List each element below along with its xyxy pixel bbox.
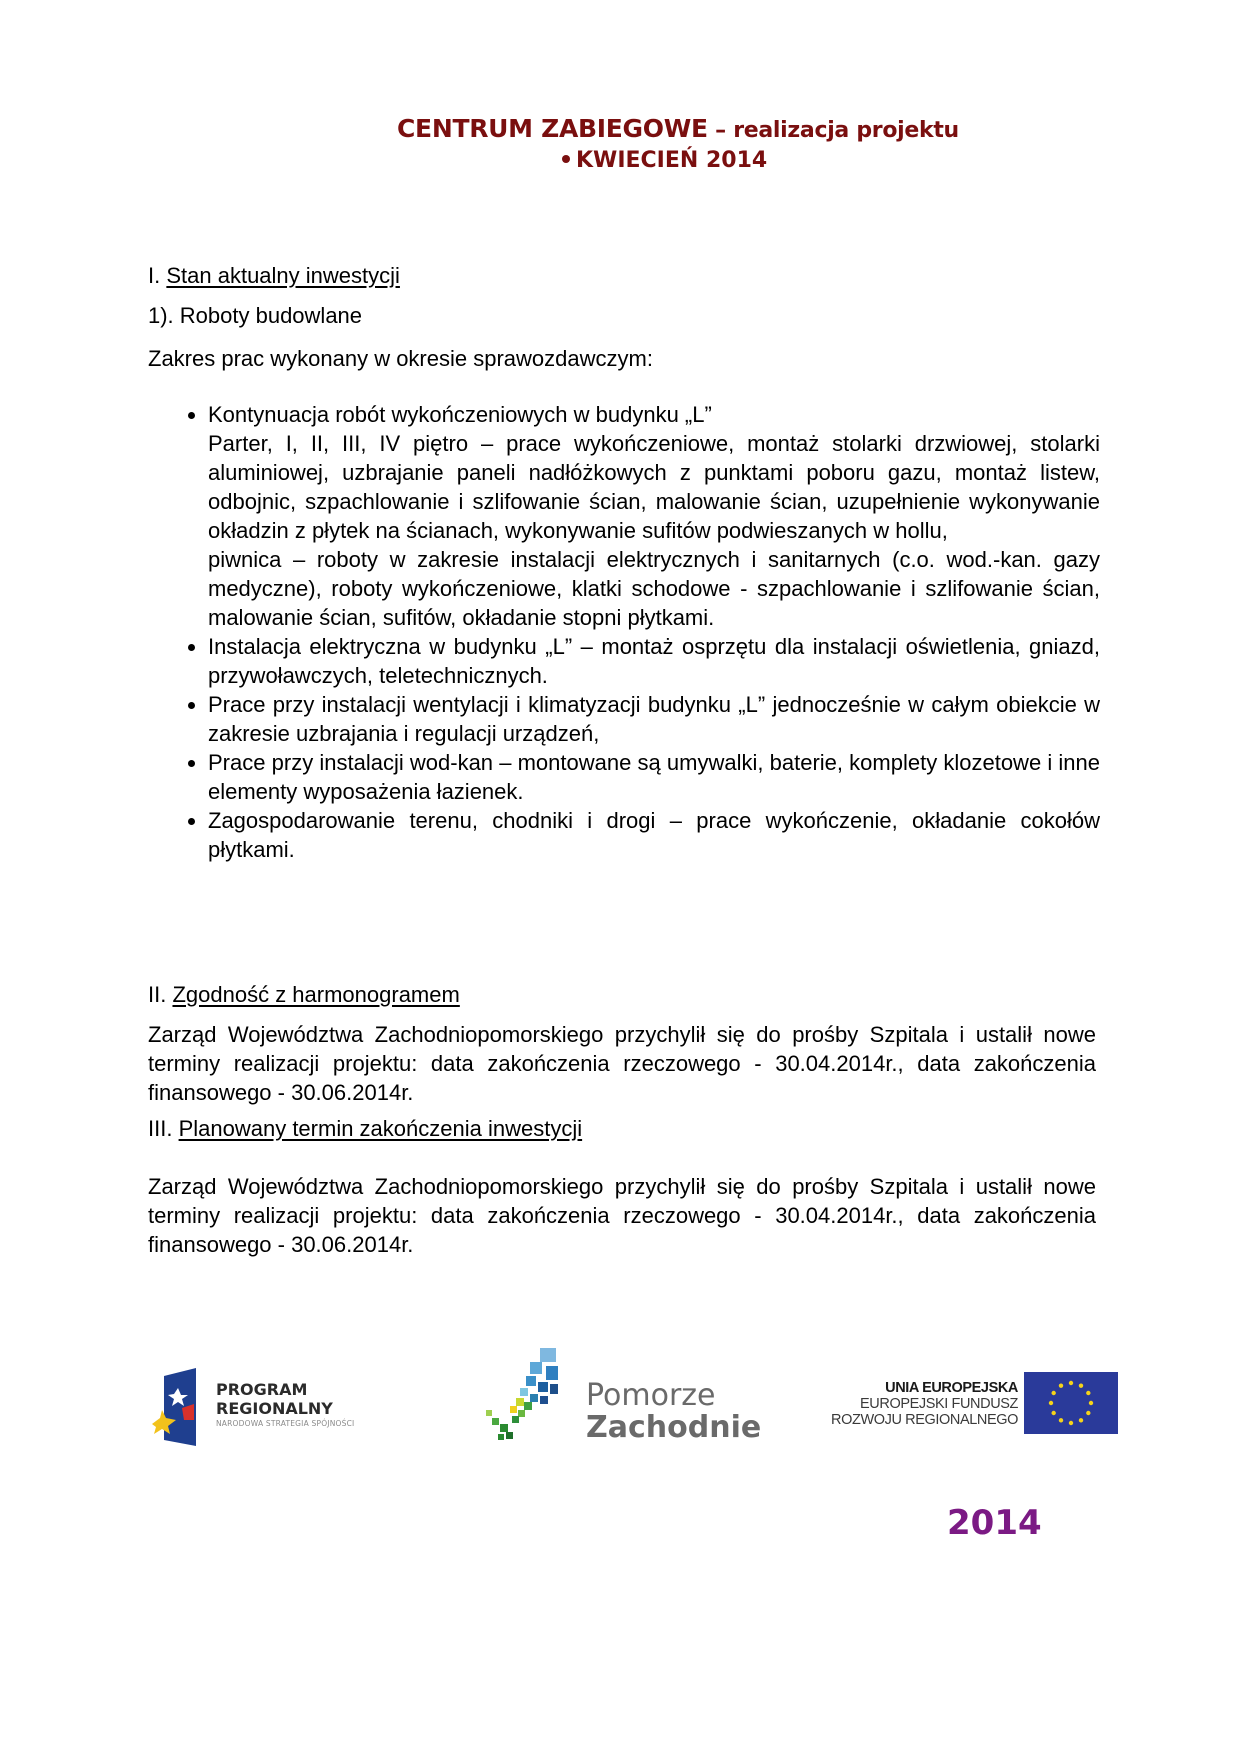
section1-intro: Zakres prac wykonany w okresie sprawozdawczym: (148, 346, 653, 371)
bullet-icon (188, 644, 195, 651)
program-regionalny-logo (150, 1372, 410, 1444)
list-item (180, 806, 1100, 864)
pomorze-emblem-icon (476, 1340, 576, 1450)
section3-body: Zarząd Województwa Zachodniopomorskiego przychylił się do prośby Szpitala i ustalił nowe terminy realizacji projektu: data zakończenia rzeczowego - 30.04.2014r., data zakończenia finansowego - 30.06.2014r. (148, 1174, 1096, 1257)
section2-title: Zgodność z harmonogramem (172, 982, 460, 1007)
logo-pomorze-line2: Zachodnie (586, 1410, 762, 1445)
bullet-icon (188, 412, 195, 419)
logo-eu-line3: ROZWOJU REGIONALNEGO (831, 1412, 1018, 1428)
work-list (180, 400, 1100, 864)
list-item (180, 400, 1100, 632)
section3-numeral: III. (148, 1116, 173, 1141)
list-item-text: Instalacja elektryczna w budynku „L” – montaż osprzętu dla instalacji oświetlenia, gniazd, przywoławczych, teletechnicznych. (208, 634, 1100, 688)
list-item-text: Zagospodarowanie terenu, chodniki i drogi – prace wykończenie, okładanie cokołów płytkami. (208, 808, 1100, 862)
list-item-text: Parter, I, II, III, IV piętro – prace wykończeniowe, montaż stolarki drzwiowej, stolarki aluminiowej, uzbrajanie paneli nadłóżkowych z punktami poboru gazu, montaż listew, odbojnic, szpachlowanie i szlifowanie ścian, malowanie ścian, uzupełnienie wykonywanie okładzin z płytek na ścianach, wykonywanie sufitów podwieszanych w hollu, (208, 431, 1100, 543)
list-item-text: piwnica – roboty w zakresie instalacji elektrycznych i sanitarnych (c.o. wod.-kan. gazy medyczne), roboty wykończeniowe, klatki schodowe - szpachlowanie i szlifowanie ścian, malowanie ścian, sufitów, okładanie stopni płytkami. (208, 547, 1100, 630)
eu-star-icon (1086, 1391, 1090, 1395)
eu-star-icon (1069, 1381, 1073, 1385)
eu-star-icon (1086, 1411, 1090, 1415)
eu-flag-icon (1024, 1372, 1118, 1434)
bullet-icon (188, 760, 195, 767)
eu-star-icon (1051, 1411, 1055, 1415)
eu-star-icon (1059, 1418, 1063, 1422)
logo-eu-line2: EUROPEJSKI FUNDUSZ (860, 1396, 1018, 1412)
list-item (180, 690, 1100, 748)
document-title (397, 114, 959, 143)
eu-star-icon (1089, 1401, 1093, 1405)
section1-numeral: I. (148, 263, 161, 288)
list-item-text: Prace przy instalacji wentylacji i klimatyzacji budynku „L” jednocześnie w całym obiekcie w zakresie uzbrajania i regulacji urządzeń, (208, 692, 1100, 746)
footer-year: 2014 (947, 1503, 1042, 1543)
logo-program-line3: NARODOWA STRATEGIA SPÓJNOŚCI (216, 1419, 355, 1428)
program-regionalny-emblem-icon (150, 1368, 200, 1446)
period-label: KWIECIEŃ 2014 (576, 148, 768, 173)
eu-star-icon (1059, 1383, 1063, 1387)
logo-program-line2: REGIONALNY (216, 1399, 333, 1418)
section2-body: Zarząd Województwa Zachodniopomorskiego przychylił się do prośby Szpitala i ustalił nowe terminy realizacji projektu: data zakończenia rzeczowego - 30.04.2014r., data zakończenia finansowego - 30.06.2014r. (148, 1022, 1096, 1105)
section3-title: Planowany termin zakończenia inwestycji (178, 1116, 583, 1141)
logo-pomorze-line1: Pomorze (586, 1378, 716, 1413)
eu-star-icon (1069, 1421, 1073, 1425)
list-item (180, 748, 1100, 806)
section2-heading (148, 980, 460, 1009)
list-item-text: Prace przy instalacji wod-kan – montowane są umywalki, baterie, komplety klozetowe i inne elementy wyposażenia łazienek. (208, 750, 1100, 804)
section3-heading (148, 1114, 582, 1143)
logo-eu-line1: UNIA EUROPEJSKA (885, 1380, 1018, 1396)
bullet-icon (188, 702, 195, 709)
pomorze-zachodnie-logo (476, 1340, 762, 1450)
eu-star-icon (1079, 1383, 1083, 1387)
title-main: CENTRUM ZABIEGOWE (397, 114, 708, 143)
title-separator: – (707, 118, 734, 143)
section1-title: Stan aktualny inwestycji (166, 263, 400, 288)
bullet-icon (188, 818, 195, 825)
list-item-text: Kontynuacja robót wykończeniowych w budynku „L” (208, 402, 712, 427)
title-subtitle: realizacja projektu (733, 118, 959, 143)
bullet-icon (562, 155, 570, 163)
eu-star-icon (1079, 1418, 1083, 1422)
eu-star-icon (1051, 1391, 1055, 1395)
list-item (180, 632, 1100, 690)
section1-subheading: 1). Roboty budowlane (148, 303, 363, 328)
eu-logo (800, 1372, 1118, 1434)
section1-heading (148, 261, 400, 290)
document-period (562, 148, 767, 173)
logo-program-line1: PROGRAM (216, 1380, 308, 1399)
eu-star-icon (1049, 1401, 1053, 1405)
section2-numeral: II. (148, 982, 167, 1007)
